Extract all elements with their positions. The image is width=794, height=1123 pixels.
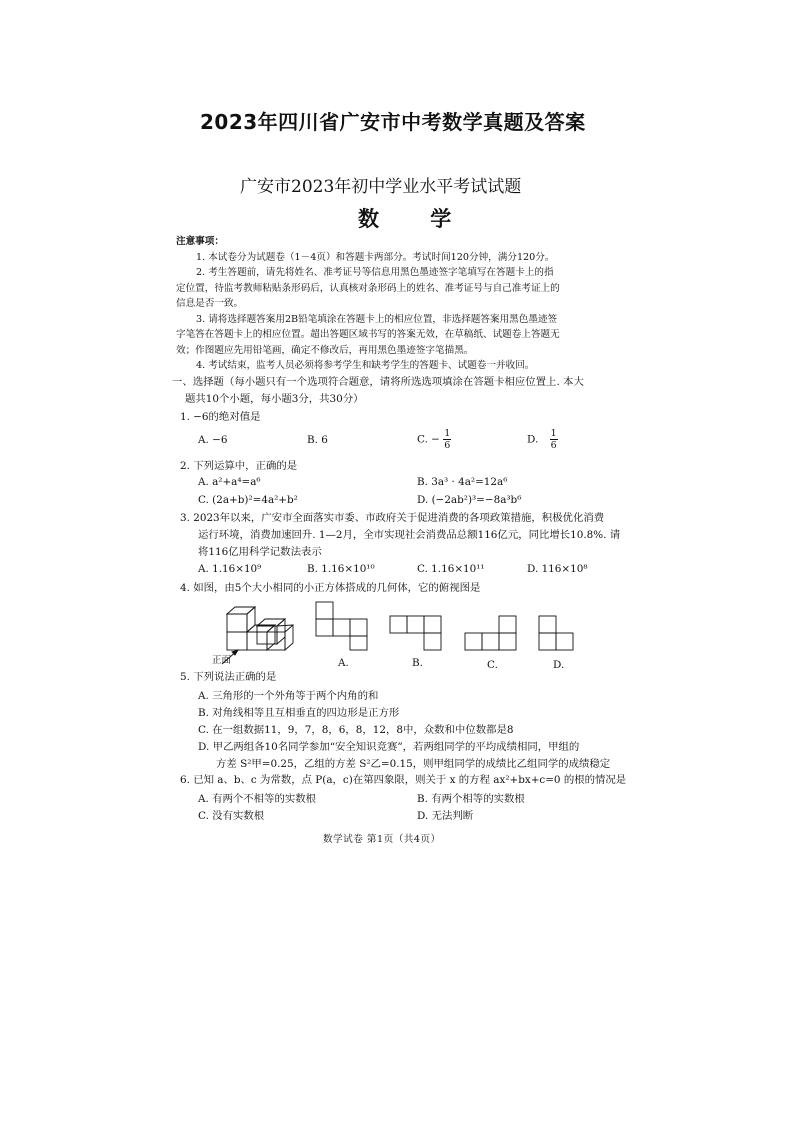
document-title: 2023年四川省广安市中考数学真题及答案 <box>200 110 586 134</box>
question-1-option-d <box>527 428 558 451</box>
top-view-option-a-figure <box>314 600 374 652</box>
question-5-option-b: B. 对角线相等且互相垂直的四边形是正方形 <box>198 707 400 719</box>
question-5-stem: 5. 下列说法正确的是 <box>180 671 277 683</box>
question-3-option-a: A. 1.16×10⁹ <box>198 563 262 575</box>
page-footer: 数学试卷 第1页（共4页） <box>323 834 441 845</box>
question-3-line: 运行环境，消费加速回升. 1—2月，全市实现社会消费品总额116亿元，同比增长10.8%. 请 <box>198 529 621 541</box>
question-6-option-a: A. 有两个不相等的实数根 <box>198 793 317 805</box>
question-3-option-c: C. 1.16×10¹¹ <box>417 563 485 575</box>
top-view-option-d-figure <box>537 614 597 666</box>
section-heading <box>172 374 584 408</box>
question-4-option-b: B. <box>412 657 423 669</box>
fraction <box>443 428 451 451</box>
question-3-option-d: D. 116×10⁸ <box>527 563 588 575</box>
question-1-option-a: A. −6 <box>198 434 228 446</box>
notes-line: 信息是否一致。 <box>176 298 244 309</box>
question-2-option-a: A. a²+a⁴=a⁶ <box>198 476 261 488</box>
question-1-option-c <box>417 428 451 451</box>
question-3-option-b: B. 1.16×10¹⁰ <box>307 563 375 575</box>
notes-line: 4. 考试结束，监考人员必须将参考学生和缺考学生的答题卡、试题卷一并收回。 <box>196 360 535 371</box>
notes-line: 2. 考生答题前，请先将姓名、准考证号等信息用黑色墨迹签字笔填写在答题卡上的指 <box>196 267 554 278</box>
option-c-label: C. − <box>417 433 440 446</box>
notes-line: 字笔答在答题卡上的相应位置。超出答题区域书写的答案无效，在草稿纸、试题卷上答题无 <box>176 329 560 340</box>
question-2-option-b: B. 3a³ · 4a²=12a⁶ <box>417 476 508 488</box>
front-view-label: 正面 <box>212 655 232 666</box>
question-2-stem: 2. 下列运算中，正确的是 <box>180 460 298 472</box>
question-1-option-b: B. 6 <box>307 434 328 446</box>
question-6-option-d: D. 无法判断 <box>417 810 474 822</box>
section-heading-line: 题共10个小题，每小题3分，共30分） <box>185 393 364 405</box>
question-4-stem: 4. 如图，由5个大小相同的小正方体搭成的几何体，它的俯视图是 <box>180 582 481 594</box>
numerator: 1 <box>550 428 557 439</box>
notes-heading: 注意事项： <box>176 236 224 247</box>
question-2-option-d: D. (−2ab²)³=−8a³b⁶ <box>417 494 522 506</box>
question-5-option-a: A. 三角形的一个外角等于两个内角的和 <box>198 690 379 702</box>
denominator: 6 <box>550 440 557 451</box>
question-3-line: 3. 2023年以来，广安市全面落实市委、市政府关于促进消费的各项政策措施，积极优化消费 <box>180 512 605 524</box>
question-3-line: 将116亿用科学记数法表示 <box>198 546 322 558</box>
exam-title: 广安市2023年初中学业水平考试试题 <box>240 177 522 197</box>
notes-line: 效；作图题应先用铅笔画，确定不修改后，再用黑色墨迹签字笔描黑。 <box>176 344 474 356</box>
question-5-option-d-continued: 方差 S²甲=0.25，乙组的方差 S²乙=0.15，则甲组同学的成绩比乙组同学的成绩稳定 <box>216 758 611 770</box>
option-d-label: D. <box>527 433 539 446</box>
question-6-stem: 6. 已知 a、b、c 为常数，点 P(a，c)在第四象限，则关于 x 的方程 ax²+bx+c=0 的根的情况是 <box>180 774 627 786</box>
question-4-option-c: C. <box>487 659 498 671</box>
question-4-option-a: A. <box>338 657 349 669</box>
question-5-option-c: C. 在一组数据11，9，7，8，6，8，12，8中，众数和中位数都是8 <box>198 724 514 736</box>
numerator: 1 <box>444 428 451 439</box>
subject-title: 数 学 <box>358 206 474 231</box>
question-1-stem: 1. −6的绝对值是 <box>180 411 261 423</box>
denominator: 6 <box>444 440 451 451</box>
question-6-option-c: C. 没有实数根 <box>198 810 265 822</box>
question-2-option-c: C. (2a+b)²=4a²+b² <box>198 494 298 506</box>
fraction <box>550 428 558 451</box>
question-5-option-d: D. 甲乙两组各10名同学参加“安全知识竞赛”，若两组同学的平均成绩相同，甲组的 <box>198 741 580 753</box>
question-4-option-d: D. <box>553 659 565 671</box>
question-3-stem <box>180 510 620 561</box>
question-6-option-b: B. 有两个相等的实数根 <box>417 793 525 805</box>
section-heading-line: 一、选择题（每小题只有一个选项符合题意，请将所选选项填涂在答题卡相应位置上. 本大 <box>172 376 584 388</box>
notes-block <box>176 234 560 374</box>
notes-line: 1. 本试卷分为试题卷（1－4页）和答题卡两部分。考试时间120分钟，满分120分。 <box>196 251 555 263</box>
notes-line: 定位置，待监考教师粘贴条形码后，认真核对条形码上的姓名、准考证号与自己准考证上的 <box>176 282 560 294</box>
notes-line: 3. 请将选择题答案用2B铅笔填涂在答题卡上的相应位置，非选择题答案用黑色墨迹签 <box>196 313 558 325</box>
